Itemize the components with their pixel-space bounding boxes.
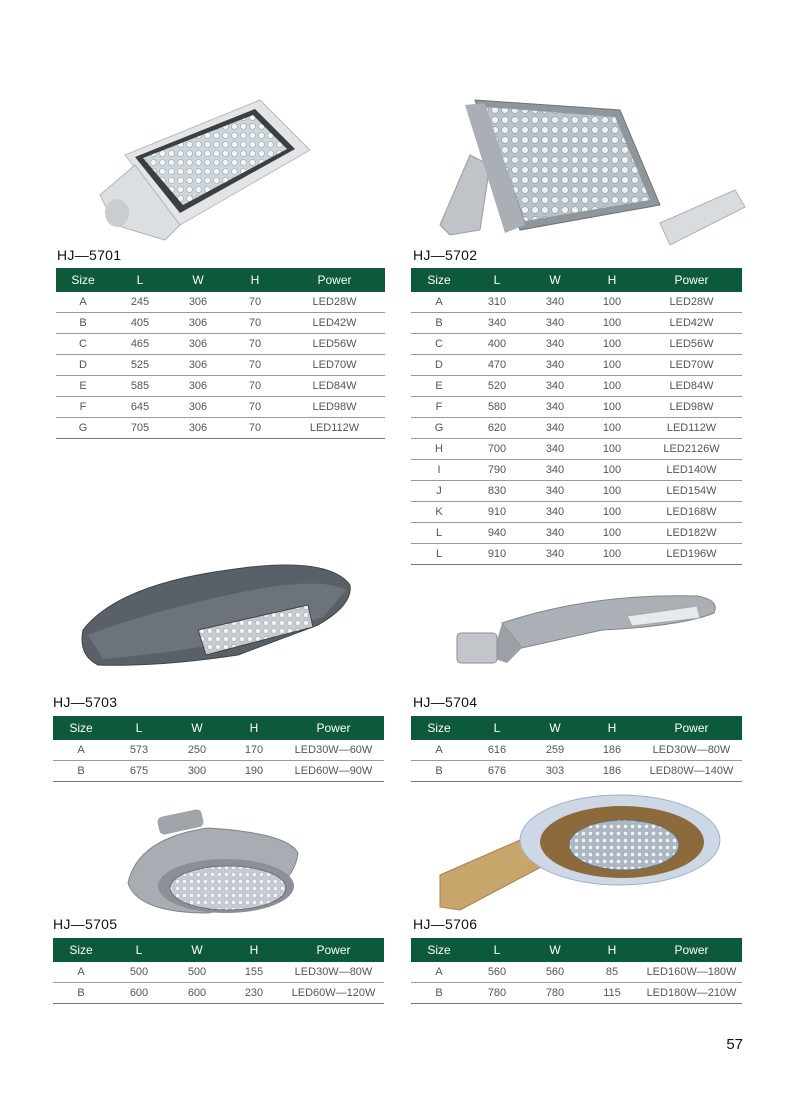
table-cell: 700 (467, 439, 527, 460)
column-header: Size (411, 268, 467, 292)
table-cell: 645 (110, 397, 170, 418)
table-cell: 85 (583, 962, 641, 983)
column-header: Power (284, 268, 385, 292)
table-cell: F (56, 397, 110, 418)
column-header: L (467, 268, 527, 292)
table-cell: 585 (110, 376, 170, 397)
table-cell: 190 (225, 761, 283, 782)
table-cell: 340 (527, 418, 583, 439)
table-cell: 470 (467, 355, 527, 376)
table-cell: 340 (467, 313, 527, 334)
table-cell: 186 (583, 740, 641, 761)
table-cell: 340 (527, 439, 583, 460)
table-cell: 70 (226, 355, 284, 376)
table-cell: 115 (583, 983, 641, 1004)
table-row (56, 418, 385, 439)
table-cell: L (411, 544, 467, 565)
table-cell: 100 (583, 376, 641, 397)
table-cell: LED42W (284, 313, 385, 334)
table-cell: 100 (583, 502, 641, 523)
product-model-label: HJ—5701 (57, 247, 122, 263)
table-cell: LED60W—120W (283, 983, 384, 1004)
table-cell: 306 (170, 418, 226, 439)
column-header: W (527, 716, 583, 740)
table-cell: LED56W (641, 334, 742, 355)
column-header: W (169, 938, 225, 962)
column-header: H (225, 938, 283, 962)
table-cell: LED112W (284, 418, 385, 439)
column-header: Power (283, 938, 384, 962)
table-cell: LED70W (284, 355, 385, 376)
table-cell: 70 (226, 418, 284, 439)
table-cell: J (411, 481, 467, 502)
table-cell: 405 (110, 313, 170, 334)
table-cell: 780 (527, 983, 583, 1004)
table-cell: LED84W (284, 376, 385, 397)
table-row (411, 376, 742, 397)
table-row (411, 761, 742, 782)
table-cell: 100 (583, 313, 641, 334)
table-cell: A (53, 962, 109, 983)
table-cell: 100 (583, 439, 641, 460)
table-cell: LED168W (641, 502, 742, 523)
table-cell: 500 (109, 962, 169, 983)
table-cell: 70 (226, 376, 284, 397)
table-row (411, 983, 742, 1004)
table-cell: LED98W (284, 397, 385, 418)
table-cell: LED28W (284, 292, 385, 313)
table-cell: 780 (467, 983, 527, 1004)
product-image-hj5704 (452, 588, 722, 673)
table-cell: G (56, 418, 110, 439)
table-cell: C (411, 334, 467, 355)
table-row (411, 502, 742, 523)
product-image-hj5701 (95, 95, 320, 245)
table-cell: LED98W (641, 397, 742, 418)
table-cell: LED30W—60W (283, 740, 384, 761)
table-cell: LED56W (284, 334, 385, 355)
table-cell: 70 (226, 334, 284, 355)
table-cell: 340 (527, 523, 583, 544)
table-cell: 250 (169, 740, 225, 761)
table-row (411, 334, 742, 355)
table-row (56, 355, 385, 376)
column-header: Power (283, 716, 384, 740)
table-cell: 616 (467, 740, 527, 761)
table-cell: 310 (467, 292, 527, 313)
table-cell: 306 (170, 334, 226, 355)
column-header: W (169, 716, 225, 740)
table-cell: 600 (109, 983, 169, 1004)
table-row (56, 334, 385, 355)
table-cell: 100 (583, 334, 641, 355)
table-cell: 340 (527, 313, 583, 334)
table-cell: LED70W (641, 355, 742, 376)
column-header: H (583, 716, 641, 740)
table-cell: 400 (467, 334, 527, 355)
column-header: Power (641, 716, 742, 740)
table-cell: B (411, 983, 467, 1004)
table-cell: 170 (225, 740, 283, 761)
table-cell: LED84W (641, 376, 742, 397)
table-cell: 580 (467, 397, 527, 418)
column-header: L (467, 716, 527, 740)
spec-table-hj5703 (53, 716, 384, 782)
column-header: Power (641, 268, 742, 292)
column-header: W (170, 268, 226, 292)
column-header: L (467, 938, 527, 962)
table-cell: 306 (170, 292, 226, 313)
table-cell: 600 (169, 983, 225, 1004)
table-cell: 100 (583, 460, 641, 481)
table-cell: B (411, 313, 467, 334)
table-cell: 245 (110, 292, 170, 313)
product-model-label: HJ—5706 (413, 916, 478, 932)
column-header: Size (53, 938, 109, 962)
table-row (56, 313, 385, 334)
table-cell: 340 (527, 334, 583, 355)
table-cell: 259 (527, 740, 583, 761)
table-cell: 675 (109, 761, 169, 782)
table-cell: 340 (527, 481, 583, 502)
table-cell: K (411, 502, 467, 523)
table-row (411, 439, 742, 460)
table-cell: E (56, 376, 110, 397)
column-header: L (109, 938, 169, 962)
table-cell: 910 (467, 544, 527, 565)
table-cell: 705 (110, 418, 170, 439)
product-image-hj5706 (440, 795, 730, 910)
table-cell: LED196W (641, 544, 742, 565)
table-cell: B (53, 983, 109, 1004)
column-header: L (109, 716, 169, 740)
page-number: 57 (726, 1036, 743, 1053)
table-row (53, 983, 384, 1004)
product-model-label: HJ—5702 (413, 247, 478, 263)
table-cell: 100 (583, 355, 641, 376)
table-cell: 340 (527, 502, 583, 523)
table-cell: B (411, 761, 467, 782)
table-cell: 340 (527, 460, 583, 481)
table-row (411, 313, 742, 334)
table-row (411, 740, 742, 761)
table-cell: 100 (583, 418, 641, 439)
table-row (411, 397, 742, 418)
table-cell: 465 (110, 334, 170, 355)
table-row (56, 397, 385, 418)
spec-table-hj5704 (411, 716, 742, 782)
table-cell: LED180W—210W (641, 983, 742, 1004)
product-image-hj5702 (430, 95, 755, 255)
product-image-hj5703 (78, 555, 358, 670)
table-cell: 303 (527, 761, 583, 782)
table-row (411, 523, 742, 544)
table-cell: LED2126W (641, 439, 742, 460)
table-cell: 186 (583, 761, 641, 782)
table-cell: LED112W (641, 418, 742, 439)
product-model-label: HJ—5703 (53, 694, 118, 710)
spec-table-hj5702 (411, 268, 742, 565)
table-cell: A (53, 740, 109, 761)
product-model-label: HJ—5705 (53, 916, 118, 932)
table-row (411, 355, 742, 376)
spec-table-hj5706 (411, 938, 742, 1004)
table-cell: 500 (169, 962, 225, 983)
table-cell: LED28W (641, 292, 742, 313)
table-cell: LED160W—180W (641, 962, 742, 983)
table-cell: 340 (527, 376, 583, 397)
table-row (411, 460, 742, 481)
table-row (56, 376, 385, 397)
table-cell: 573 (109, 740, 169, 761)
table-cell: A (56, 292, 110, 313)
table-cell: D (411, 355, 467, 376)
table-cell: 560 (467, 962, 527, 983)
table-cell: G (411, 418, 467, 439)
table-cell: E (411, 376, 467, 397)
table-cell: LED30W—80W (283, 962, 384, 983)
table-cell: 340 (527, 355, 583, 376)
table-cell: 100 (583, 523, 641, 544)
table-cell: 300 (169, 761, 225, 782)
column-header: Size (53, 716, 109, 740)
column-header: H (226, 268, 284, 292)
table-cell: A (411, 292, 467, 313)
table-row (411, 481, 742, 502)
column-header: W (527, 268, 583, 292)
table-cell: 155 (225, 962, 283, 983)
table-row (411, 544, 742, 565)
table-cell: 340 (527, 544, 583, 565)
table-cell: 910 (467, 502, 527, 523)
table-cell: F (411, 397, 467, 418)
table-row (411, 962, 742, 983)
table-cell: LED60W—90W (283, 761, 384, 782)
table-row (56, 292, 385, 313)
table-cell: 306 (170, 376, 226, 397)
table-cell: LED154W (641, 481, 742, 502)
column-header: Size (411, 938, 467, 962)
table-cell: LED140W (641, 460, 742, 481)
column-header: Power (641, 938, 742, 962)
table-cell: 70 (226, 397, 284, 418)
column-header: H (583, 938, 641, 962)
table-cell: I (411, 460, 467, 481)
table-cell: 100 (583, 292, 641, 313)
table-cell: 306 (170, 397, 226, 418)
table-row (53, 962, 384, 983)
column-header: H (225, 716, 283, 740)
table-cell: 560 (527, 962, 583, 983)
spec-table-hj5705 (53, 938, 384, 1004)
table-cell: 100 (583, 397, 641, 418)
table-row (411, 418, 742, 439)
table-cell: 230 (225, 983, 283, 1004)
table-cell: 790 (467, 460, 527, 481)
table-cell: 306 (170, 355, 226, 376)
table-cell: B (53, 761, 109, 782)
table-cell: LED80W—140W (641, 761, 742, 782)
table-cell: LED182W (641, 523, 742, 544)
table-row (53, 740, 384, 761)
product-model-label: HJ—5704 (413, 694, 478, 710)
table-row (411, 292, 742, 313)
table-cell: 940 (467, 523, 527, 544)
table-cell: 830 (467, 481, 527, 502)
table-cell: 340 (527, 397, 583, 418)
table-cell: A (411, 962, 467, 983)
table-row (53, 761, 384, 782)
table-cell: 100 (583, 544, 641, 565)
table-cell: 525 (110, 355, 170, 376)
table-cell: C (56, 334, 110, 355)
table-cell: A (411, 740, 467, 761)
table-cell: B (56, 313, 110, 334)
column-header: Size (56, 268, 110, 292)
spec-table-hj5701 (56, 268, 385, 439)
column-header: W (527, 938, 583, 962)
table-cell: D (56, 355, 110, 376)
column-header: Size (411, 716, 467, 740)
table-cell: 676 (467, 761, 527, 782)
table-cell: 620 (467, 418, 527, 439)
column-header: H (583, 268, 641, 292)
product-image-hj5705 (118, 808, 303, 918)
table-cell: 100 (583, 481, 641, 502)
column-header: L (110, 268, 170, 292)
table-cell: 520 (467, 376, 527, 397)
table-cell: LED42W (641, 313, 742, 334)
table-cell: L (411, 523, 467, 544)
table-cell: 306 (170, 313, 226, 334)
table-cell: LED30W—80W (641, 740, 742, 761)
table-cell: 70 (226, 313, 284, 334)
table-cell: 70 (226, 292, 284, 313)
table-cell: H (411, 439, 467, 460)
table-cell: 340 (527, 292, 583, 313)
